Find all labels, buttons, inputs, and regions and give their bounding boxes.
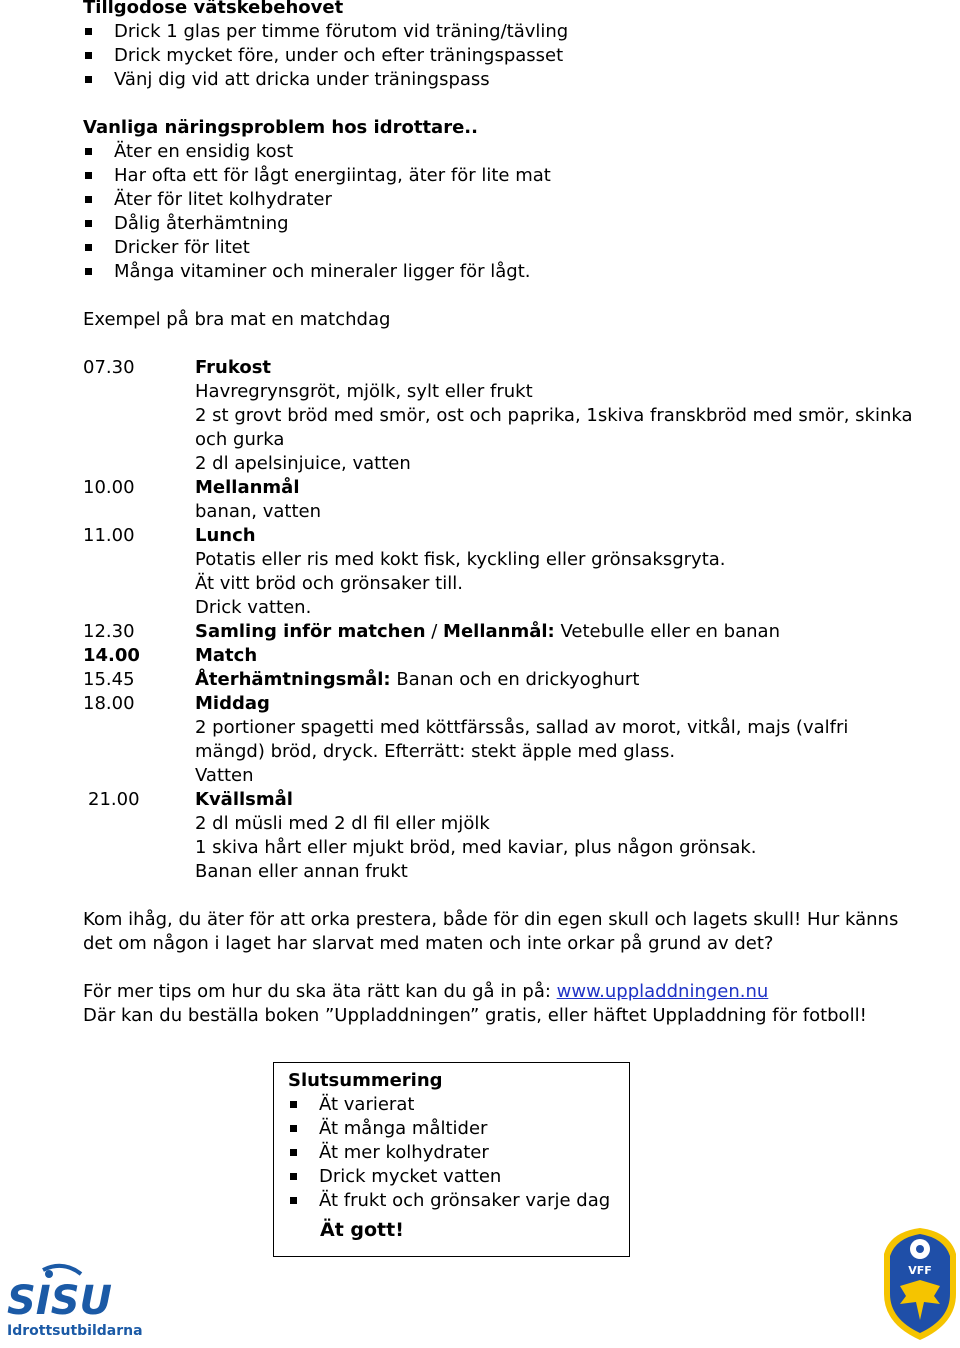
schedule-line: Potatis eller ris med kokt fisk, kyckling eller grönsaksgryta. bbox=[195, 549, 726, 570]
schedule-row bbox=[83, 668, 923, 692]
list-item: Drick mycket före, under och efter träningspasset bbox=[83, 44, 920, 68]
list-item: Många vitaminer och mineraler ligger för lågt. bbox=[83, 260, 920, 284]
sisu-logo bbox=[3, 1262, 143, 1340]
tips-paragraph bbox=[83, 980, 930, 1028]
problems-list bbox=[83, 140, 920, 284]
problems-heading: Vanliga näringsproblem hos idrottare.. bbox=[83, 117, 478, 138]
schedule-line: Havregrynsgröt, mjölk, sylt eller frukt bbox=[195, 381, 533, 402]
schedule-title: Återhämtningsmål: bbox=[195, 669, 391, 690]
summary-box bbox=[273, 1062, 630, 1257]
schedule-line: Banan eller annan frukt bbox=[195, 861, 408, 882]
schedule-row bbox=[83, 356, 923, 476]
schedule-row bbox=[83, 788, 923, 884]
schedule-title: Samling inför matchen bbox=[195, 621, 426, 642]
schedule-time: 10.00 bbox=[83, 477, 135, 498]
list-item: Vänj dig vid att dricka under träningspass bbox=[83, 68, 920, 92]
schedule-line: Drick vatten. bbox=[195, 597, 312, 618]
uppladdningen-link[interactable]: www.uppladdningen.nu bbox=[556, 981, 769, 1002]
list-item: Drick mycket vatten bbox=[288, 1165, 615, 1189]
schedule-line: Vetebulle eller en banan bbox=[554, 621, 780, 642]
reminder-paragraph: Kom ihåg, du äter för att orka prestera, både för din egen skull och lagets skull! Hur känns det om någon i laget har slarvat med maten och inte orkar på grund av det? bbox=[83, 909, 899, 954]
tips-line2: Där kan du beställa boken ”Uppladdningen” gratis, eller häftet Uppladdning för fotboll! bbox=[83, 1005, 867, 1026]
schedule-time: 18.00 bbox=[83, 693, 135, 714]
tips-prefix: För mer tips om hur du ska äta rätt kan du gå in på: bbox=[83, 981, 557, 1002]
schedule-title: Middag bbox=[195, 693, 270, 714]
schedule-row bbox=[83, 644, 923, 668]
schedule-line: banan, vatten bbox=[195, 501, 322, 522]
schedule-line: 2 portioner spagetti med köttfärssås, sallad av morot, vitkål, majs (valfri mängd) bröd, dryck. Efterrätt: stekt äpple med glass. bbox=[195, 717, 849, 762]
vff-crest-shape bbox=[880, 1224, 960, 1343]
sisu-wordmark: SISU bbox=[7, 1278, 112, 1324]
list-item: Äter en ensidig kost bbox=[83, 140, 920, 164]
list-item: Dålig återhämtning bbox=[83, 212, 920, 236]
schedule-line: Vatten bbox=[195, 765, 254, 786]
schedule-line: 2 dl apelsinjuice, vatten bbox=[195, 453, 411, 474]
list-item: Drick 1 glas per timme förutom vid träning/tävling bbox=[83, 20, 920, 44]
schedule-line: 2 dl müsli med 2 dl fil eller mjölk bbox=[195, 813, 490, 834]
schedule-time: 21.00 bbox=[88, 789, 140, 810]
example-heading: Exempel på bra mat en matchdag bbox=[83, 309, 391, 330]
list-item: Ät varierat bbox=[288, 1093, 615, 1117]
schedule-line: 1 skiva hårt eller mjukt bröd, med kaviar, plus någon grönsak. bbox=[195, 837, 757, 858]
problems-section bbox=[83, 116, 920, 284]
list-item: Äter för litet kolhydrater bbox=[83, 188, 920, 212]
schedule-row bbox=[83, 620, 923, 644]
schedule-time: 07.30 bbox=[83, 357, 135, 378]
schedule-line: Banan och en drickyoghurt bbox=[390, 669, 640, 690]
list-item: Ät mer kolhydrater bbox=[288, 1141, 615, 1165]
hydration-heading: Tillgodose vätskebehovet bbox=[83, 0, 344, 18]
summary-heading: Slutsummering bbox=[288, 1070, 443, 1091]
schedule-title: Mellanmål: bbox=[443, 621, 555, 642]
schedule-row bbox=[83, 524, 923, 620]
schedule-title: Kvällsmål bbox=[195, 789, 293, 810]
vff-letters: VFF bbox=[908, 1264, 932, 1277]
schedule-line: Ät vitt bröd och grönsaker till. bbox=[195, 573, 463, 594]
list-item: Har ofta ett för lågt energiintag, äter för lite mat bbox=[83, 164, 920, 188]
schedule-row bbox=[83, 476, 923, 524]
schedule-time: 12.30 bbox=[83, 621, 135, 642]
schedule-title: Mellanmål bbox=[195, 477, 300, 498]
schedule-time: 15.45 bbox=[83, 669, 135, 690]
schedule-time: 11.00 bbox=[83, 525, 135, 546]
sisu-subtitle: Idrottsutbildarna bbox=[7, 1323, 143, 1339]
schedule-title: Match bbox=[195, 645, 258, 666]
schedule-title: Frukost bbox=[195, 357, 272, 378]
schedule-line: 2 st grovt bröd med smör, ost och paprika, 1skiva franskbröd med smör, skinka och gurka bbox=[195, 405, 913, 450]
schedule-separator: / bbox=[425, 621, 444, 642]
meal-schedule bbox=[83, 356, 923, 884]
sisu-logo-mark bbox=[3, 1262, 143, 1340]
schedule-title: Lunch bbox=[195, 525, 256, 546]
summary-list bbox=[288, 1093, 615, 1213]
schedule-time: 14.00 bbox=[83, 645, 140, 666]
list-item: Ät många måltider bbox=[288, 1117, 615, 1141]
hydration-section bbox=[83, 0, 920, 92]
vff-crest bbox=[880, 1224, 960, 1343]
list-item: Dricker för litet bbox=[83, 236, 920, 260]
hydration-list bbox=[83, 20, 920, 92]
schedule-row bbox=[83, 692, 923, 788]
summary-closing: Ät gott! bbox=[320, 1219, 404, 1241]
list-item: Ät frukt och grönsaker varje dag bbox=[288, 1189, 615, 1213]
